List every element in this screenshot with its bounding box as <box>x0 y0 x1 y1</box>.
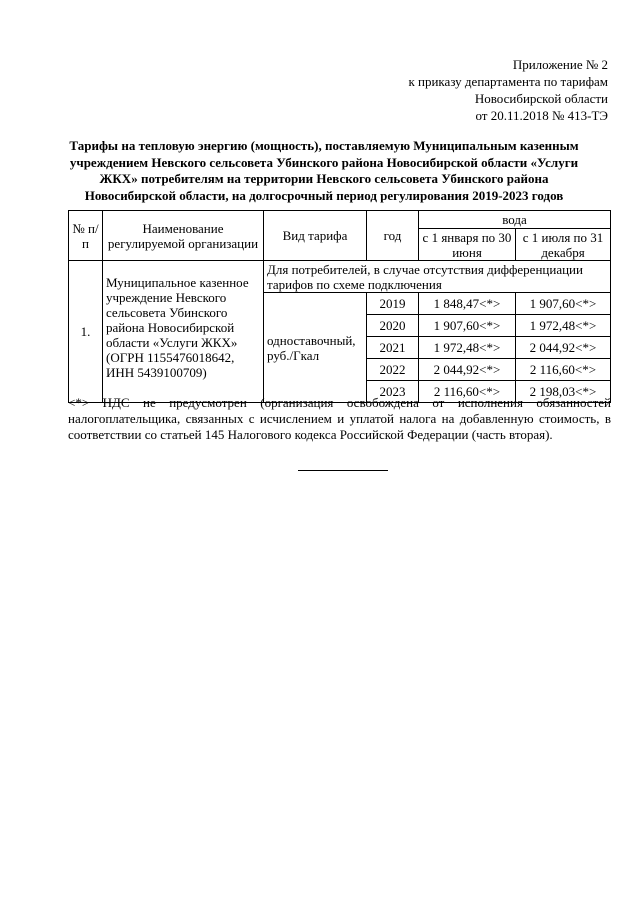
header-jan: с 1 января по 30 июня <box>419 229 516 261</box>
year-cell: 2022 <box>367 359 419 381</box>
header-type: Вид тарифа <box>264 211 367 261</box>
header-num: № п/п <box>69 211 103 261</box>
appendix-line: Приложение № 2 <box>512 57 608 72</box>
year-cell: 2019 <box>367 293 419 315</box>
tariff-type: одноставочный, руб./Гкал <box>264 293 367 403</box>
tariff-jan-cell: 1 972,48<*> <box>419 337 516 359</box>
document-title: Тарифы на тепловую энергию (мощность), поставляемую Муниципальным казенным учреждением Невского сельсовета Убинского района Новосибирской области «Услуги ЖКХ» потребителям на территории Невского сельсовета Убинского района Новосибирской области, на долгосрочный период регулирования 2019-2023 годов <box>69 138 579 203</box>
appendix-header <box>408 56 608 124</box>
header-org: Наименование регулируемой организации <box>103 211 264 261</box>
org-name: Муниципальное казенное учреждение Невского сельсовета Убинского района Новосибирской области «Услуги ЖКХ» (ОГРН 1155476018642, ИНН 5439100709) <box>103 261 264 403</box>
tariff-jan-cell: 2 044,92<*> <box>419 359 516 381</box>
year-cell: 2023 <box>367 381 419 403</box>
appendix-line: к приказу департамента по тарифам <box>408 74 608 89</box>
tariff-jan-cell: 1 848,47<*> <box>419 293 516 315</box>
tariff-jan-cell: 1 907,60<*> <box>419 315 516 337</box>
tariff-jul-cell: 2 116,60<*> <box>516 359 611 381</box>
tariff-jul-cell: 1 972,48<*> <box>516 315 611 337</box>
appendix-line: Новосибирской области <box>474 91 608 106</box>
header-water: вода <box>419 211 611 229</box>
year-cell: 2020 <box>367 315 419 337</box>
tariff-jul-cell: 2 198,03<*> <box>516 381 611 403</box>
consumer-note: Для потребителей, в случае отсутствия дифференциации тарифов по схеме подключения <box>264 261 611 293</box>
tariff-jan-cell: 2 116,60<*> <box>419 381 516 403</box>
tariff-jul-cell: 1 907,60<*> <box>516 293 611 315</box>
tariff-table <box>68 210 611 403</box>
header-jul: с 1 июля по 31 декабря <box>516 229 611 261</box>
divider-line <box>298 470 388 471</box>
row-number: 1. <box>69 261 103 403</box>
footnote: <*> НДС не предусмотрен (организация освобождена от исполнения обязанностей налогоплательщика, связанных с исчислением и уплатой налога на добавленную стоимость, в соответствии со статьей 145 Налогового кодекса Российской Федерации (часть вторая). <box>68 395 611 442</box>
tariff-jul-cell: 2 044,92<*> <box>516 337 611 359</box>
appendix-line: от 20.11.2018 № 413-ТЭ <box>475 108 608 123</box>
year-cell: 2021 <box>367 337 419 359</box>
header-year: год <box>367 211 419 261</box>
